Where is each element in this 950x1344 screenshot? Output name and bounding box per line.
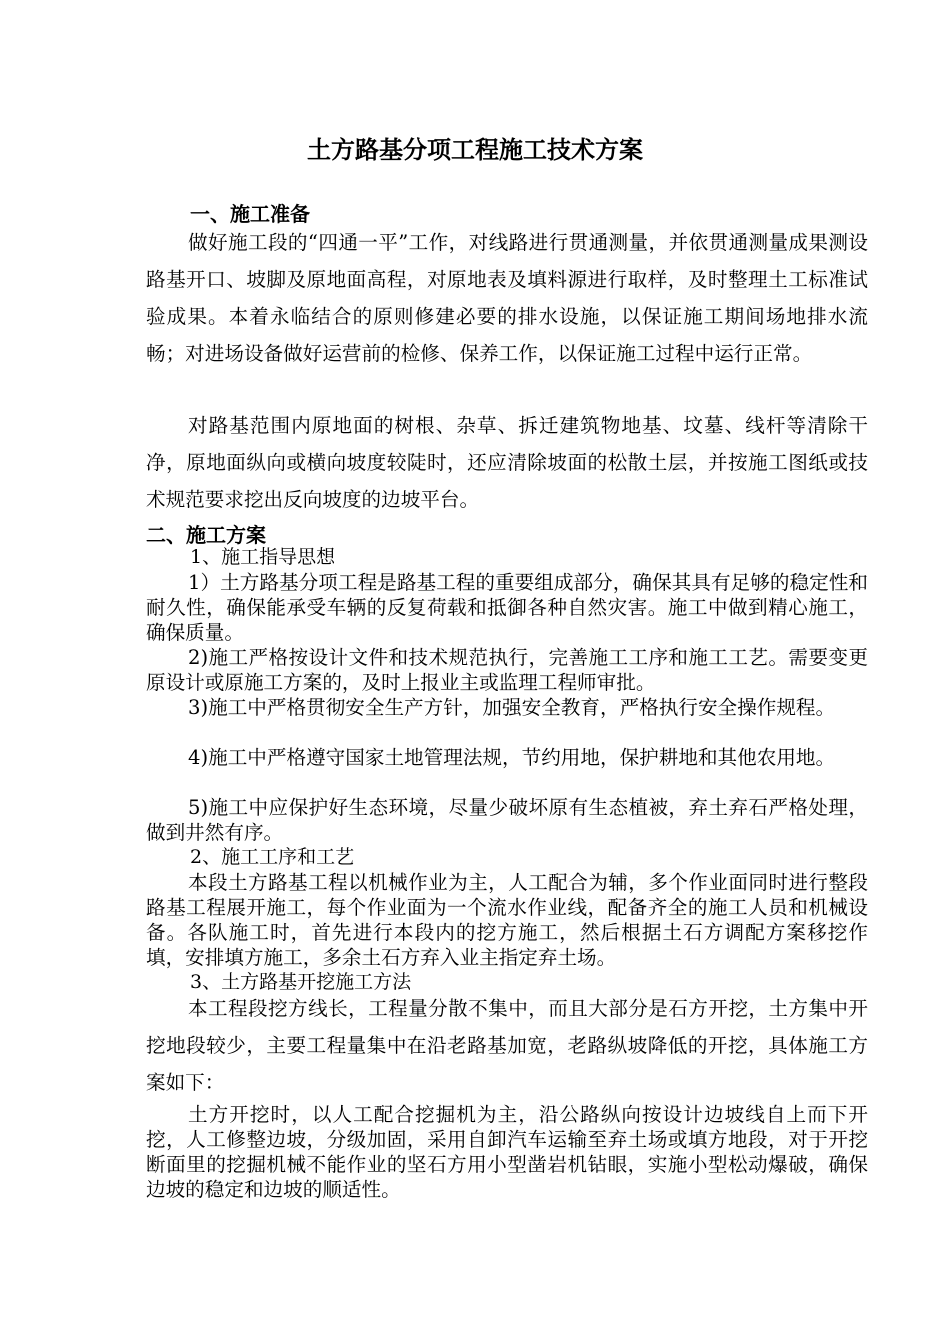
paragraph: 2)施工严格按设计文件和技术规范执行，完善施工工序和施工工艺。需要变更原设计或原施工方案的，及时上报业主或监理工程师审批。 [146,646,868,694]
subsection-heading-guiding: 1、施工指导思想 [190,546,336,568]
paragraph: 本段土方路基工程以机械作业为主，人工配合为辅，多个作业面同时进行整段路基工程展开施工，每个作业面为一个流水作业线，配备齐全的施工人员和机械设备。各队施工时，首先进行本段内的挖方施工，然后根据土石方调配方案移挖作填，安排填方施工，多余土石方弃入业主指定弃土场。 [146,871,868,969]
paragraph: 本工程段挖方线长，工程量分散不集中，而且大部分是石方开挖，土方集中开挖地段较少，主要工程量集中在沿老路基加宽，老路纵坡降低的开挖，具体施工方案如下： [146,997,868,1094]
paragraph: 对路基范围内原地面的树根、杂草、拆迁建筑物地基、坟墓、线杆等清除干净，原地面纵向或横向坡度较陡时，还应清除坡面的松散土层，并按施工图纸或技术规范要求挖出反向坡度的边坡平台。 [146,414,868,511]
paragraph: 5)施工中应保护好生态环境，尽量少破坏原有生态植被，弃土弃石严格处理，做到井然有序。 [146,796,868,844]
paragraph: 3)施工中严格贯彻安全生产方针，加强安全教育，严格执行安全操作规程。 [188,696,836,719]
paragraph: 做好施工段的“四通一平”工作，对线路进行贯通测量，并依贯通测量成果测设路基开口、坡脚及原地面高程，对原地表及填料源进行取样，及时整理土工标准试验成果。本着永临结合的原则修建必要的排水设施，以保证施工期间场地排水流畅；对进场设备做好运营前的检修、保养工作，以保证施工过程中运行正常。 [146,231,868,365]
section-heading-preparation: 一、施工准备 [190,202,310,226]
subsection-heading-excavation: 3、土方路基开挖施工方法 [190,971,412,993]
subsection-heading-process: 2、施工工序和工艺 [190,846,355,868]
section-heading-plan: 二、施工方案 [146,523,266,547]
document-title: 土方路基分项工程施工技术方案 [307,136,643,164]
paragraph: 土方开挖时，以人工配合挖掘机为主，沿公路纵向按设计边坡线自上而下开挖，人工修整边坡，分级加固，采用自卸汽车运输至弃土场或填方地段，对于开挖断面里的挖掘机械不能作业的坚石方用小型凿岩机钻眼，实施小型松动爆破，确保边坡的稳定和边坡的顺适性。 [146,1103,868,1201]
paragraph: 4)施工中严格遵守国家土地管理法规，节约用地，保护耕地和其他农用地。 [188,746,836,769]
paragraph: 1）土方路基分项工程是路基工程的重要组成部分，确保其具有足够的稳定性和耐久性，确保能承受车辆的反复荷载和抵御各种自然灾害。施工中做到精心施工，确保质量。 [146,571,868,644]
